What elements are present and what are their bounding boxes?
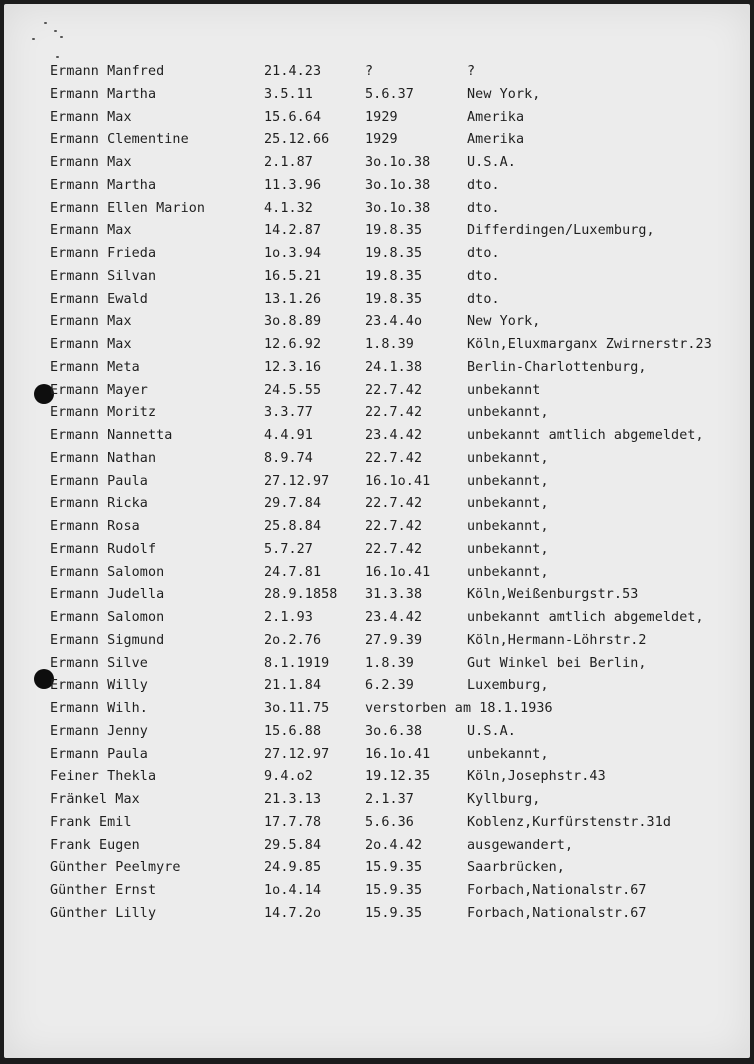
birth-date: 28.9.1858: [264, 587, 338, 603]
person-name: Ermann Clementine: [50, 132, 189, 148]
record-row: [4, 357, 750, 380]
record-row: [4, 812, 750, 835]
birth-date: 2.1.87: [264, 155, 313, 170]
person-name: Ermann Max: [50, 314, 132, 330]
record-row: [4, 744, 750, 767]
destination: Amerika: [467, 109, 525, 125]
person-name: Ermann Rudolf: [50, 541, 157, 557]
person-name: Ermann Martha: [50, 177, 157, 193]
event-date: 19.8.35: [365, 291, 423, 307]
event-date: 31.3.38: [365, 587, 423, 603]
record-row: [4, 220, 750, 243]
destination: Köln,Josephstr.43: [467, 769, 606, 785]
person-name: Ermann Jenny: [50, 723, 148, 739]
person-name: Günther Lilly: [50, 905, 157, 921]
event-date: 2o.4.42: [365, 837, 423, 853]
event-date: 19.12.35: [365, 769, 431, 785]
person-name: Ermann Mayer: [50, 382, 148, 398]
event-date: 22.7.42: [365, 496, 423, 512]
record-row: [4, 266, 750, 289]
birth-date: 1o.3.94: [264, 246, 322, 261]
record-row: [4, 721, 750, 744]
destination: ausgewandert,: [467, 837, 574, 853]
birth-date: 15.6.64: [264, 109, 322, 125]
event-date: 19.8.35: [365, 268, 423, 284]
person-name: Ermann Max: [50, 155, 132, 170]
destination: Luxemburg,: [467, 678, 549, 694]
birth-date: 15.6.88: [264, 723, 322, 739]
destination: unbekannt,: [467, 519, 549, 534]
record-row: [4, 61, 750, 84]
destination: unbekannt amtlich abgemeldet,: [467, 610, 704, 625]
event-date: 24.1.38: [365, 359, 423, 375]
person-name: Ermann Wilh.: [50, 701, 148, 716]
birth-date: 5.7.27: [264, 541, 313, 557]
destination: Berlin-Charlottenburg,: [467, 359, 647, 375]
birth-date: 21.3.13: [264, 792, 322, 807]
birth-date: 12.3.16: [264, 359, 322, 375]
event-date: 19.8.35: [365, 223, 423, 239]
record-row: [4, 607, 750, 630]
destination: dto.: [467, 291, 500, 307]
event-date: 22.7.42: [365, 519, 423, 534]
birth-date: 9.4.o2: [264, 769, 313, 785]
birth-date: 3o.11.75: [264, 701, 330, 716]
record-row: [4, 175, 750, 198]
person-name: Günther Peelmyre: [50, 860, 181, 876]
person-name: Fränkel Max: [50, 792, 140, 807]
birth-date: 14.2.87: [264, 223, 322, 239]
destination: Köln,Hermann-Löhrstr.2: [467, 632, 647, 648]
person-name: Ermann Nathan: [50, 450, 157, 466]
record-row: [4, 380, 750, 403]
person-name: Frank Emil: [50, 814, 132, 830]
destination: Koblenz,Kurfürstenstr.31d: [467, 814, 672, 830]
destination: unbekannt,: [467, 405, 549, 421]
destination: unbekannt: [467, 382, 541, 398]
record-row: [4, 402, 750, 425]
person-name: Ermann Salomon: [50, 610, 165, 625]
birth-date: 4.4.91: [264, 428, 313, 443]
person-name: Ermann Nannetta: [50, 428, 173, 443]
person-name: Ermann Silve: [50, 655, 148, 671]
person-name: Ermann Martha: [50, 86, 157, 102]
birth-date: 2.1.93: [264, 610, 313, 625]
person-name: Ermann Silvan: [50, 268, 157, 284]
person-name: Ermann Max: [50, 223, 132, 239]
event-date: 15.9.35: [365, 905, 423, 921]
record-row: [4, 698, 750, 721]
birth-date: 25.8.84: [264, 519, 322, 534]
record-row: [4, 880, 750, 903]
event-date: 27.9.39: [365, 632, 423, 648]
destination: unbekannt,: [467, 541, 549, 557]
destination: Gut Winkel bei Berlin,: [467, 655, 647, 671]
event-date: 22.7.42: [365, 450, 423, 466]
record-row: [4, 107, 750, 130]
event-date: 5.6.36: [365, 814, 414, 830]
event-date: 1929: [365, 132, 398, 148]
birth-date: 29.7.84: [264, 496, 322, 512]
event-date: 1.8.39: [365, 655, 414, 671]
event-date: 23.4.42: [365, 610, 423, 625]
destination: U.S.A.: [467, 723, 516, 739]
event-date: 15.9.35: [365, 860, 423, 876]
birth-date: 21.1.84: [264, 678, 322, 694]
record-row: [4, 448, 750, 471]
event-date: 3o.1o.38: [365, 155, 431, 170]
birth-date: 27.12.97: [264, 746, 330, 762]
record-row: [4, 630, 750, 653]
record-row: [4, 289, 750, 312]
event-date: 22.7.42: [365, 405, 423, 421]
birth-date: 29.5.84: [264, 837, 322, 853]
birth-date: 17.7.78: [264, 814, 322, 830]
person-name: Ermann Willy: [50, 678, 148, 694]
birth-date: 24.9.85: [264, 860, 322, 876]
destination: Kyllburg,: [467, 792, 541, 807]
birth-date: 3.5.11: [264, 86, 313, 102]
record-row: [4, 243, 750, 266]
record-row: [4, 493, 750, 516]
destination: unbekannt amtlich abgemeldet,: [467, 428, 704, 443]
record-row: [4, 653, 750, 676]
person-name: Ermann Max: [50, 337, 132, 352]
event-date: 2.1.37: [365, 792, 414, 807]
destination: U.S.A.: [467, 155, 516, 170]
birth-date: 4.1.32: [264, 200, 313, 216]
destination: Köln,Weißenburgstr.53: [467, 587, 639, 603]
destination: ?: [467, 64, 476, 79]
birth-date: 27.12.97: [264, 473, 330, 489]
birth-date: 1o.4.14: [264, 883, 322, 898]
birth-date: 3.3.77: [264, 405, 313, 421]
birth-date: 8.9.74: [264, 450, 313, 466]
event-date: 3o.1o.38: [365, 200, 431, 216]
event-date: 1929: [365, 109, 398, 125]
birth-date: 3o.8.89: [264, 314, 322, 330]
birth-date: 13.1.26: [264, 291, 322, 307]
person-name: Ermann Ricka: [50, 496, 148, 512]
person-name: Ermann Sigmund: [50, 632, 165, 648]
destination: Forbach,Nationalstr.67: [467, 883, 647, 898]
birth-date: 12.6.92: [264, 337, 322, 352]
destination: dto.: [467, 200, 500, 216]
record-row: [4, 334, 750, 357]
record-row: [4, 675, 750, 698]
person-name: Ermann Moritz: [50, 405, 157, 421]
record-row: [4, 152, 750, 175]
birth-date: 8.1.1919: [264, 655, 330, 671]
person-name: Ermann Judella: [50, 587, 165, 603]
record-row: [4, 903, 750, 926]
birth-date: 14.7.2o: [264, 905, 322, 921]
record-row: [4, 425, 750, 448]
destination: Forbach,Nationalstr.67: [467, 905, 647, 921]
record-row: [4, 84, 750, 107]
record-row: [4, 766, 750, 789]
destination: Köln,Eluxmarganx Zwirnerstr.23: [467, 337, 712, 352]
destination: unbekannt,: [467, 473, 549, 489]
event-date: 16.1o.41: [365, 746, 431, 762]
destination: unbekannt,: [467, 746, 549, 762]
document-page: [4, 4, 750, 1058]
record-row: [4, 198, 750, 221]
destination: New York,: [467, 86, 541, 102]
person-name: Ermann Ewald: [50, 291, 148, 307]
record-row: [4, 516, 750, 539]
record-row: [4, 311, 750, 334]
destination: unbekannt,: [467, 496, 549, 512]
birth-date: 2o.2.76: [264, 632, 322, 648]
event-date: verstorben am 18.1.1936: [365, 701, 553, 716]
record-row: [4, 471, 750, 494]
destination: dto.: [467, 177, 500, 193]
event-date: 22.7.42: [365, 541, 423, 557]
event-date: ?: [365, 64, 374, 79]
birth-date: 11.3.96: [264, 177, 322, 193]
record-row: [4, 539, 750, 562]
destination: New York,: [467, 314, 541, 330]
event-date: 23.4.42: [365, 428, 423, 443]
event-date: 6.2.39: [365, 678, 414, 694]
event-date: 22.7.42: [365, 382, 423, 398]
records-list: [4, 61, 750, 926]
destination: dto.: [467, 246, 500, 261]
person-name: Ermann Ellen Marion: [50, 200, 206, 216]
person-name: Ermann Manfred: [50, 64, 165, 79]
person-name: Ermann Frieda: [50, 246, 157, 261]
birth-date: 16.5.21: [264, 268, 322, 284]
birth-date: 24.5.55: [264, 382, 322, 398]
person-name: Ermann Paula: [50, 746, 148, 762]
destination: Amerika: [467, 132, 525, 148]
destination: Saarbrücken,: [467, 860, 565, 876]
event-date: 23.4.4o: [365, 314, 423, 330]
record-row: [4, 857, 750, 880]
person-name: Günther Ernst: [50, 883, 157, 898]
record-row: [4, 835, 750, 858]
record-row: [4, 129, 750, 152]
destination: Differdingen/Luxemburg,: [467, 223, 655, 239]
event-date: 16.1o.41: [365, 564, 431, 580]
person-name: Ermann Max: [50, 109, 132, 125]
record-row: [4, 562, 750, 585]
person-name: Ermann Salomon: [50, 564, 165, 580]
event-date: 19.8.35: [365, 246, 423, 261]
destination: unbekannt,: [467, 564, 549, 580]
destination: unbekannt,: [467, 450, 549, 466]
event-date: 5.6.37: [365, 86, 414, 102]
person-name: Ermann Paula: [50, 473, 148, 489]
event-date: 3o.1o.38: [365, 177, 431, 193]
event-date: 15.9.35: [365, 883, 423, 898]
record-row: [4, 584, 750, 607]
event-date: 1.8.39: [365, 337, 414, 352]
birth-date: 21.4.23: [264, 64, 322, 79]
person-name: Ermann Meta: [50, 359, 140, 375]
person-name: Feiner Thekla: [50, 769, 157, 785]
event-date: 16.1o.41: [365, 473, 431, 489]
person-name: Frank Eugen: [50, 837, 140, 853]
person-name: Ermann Rosa: [50, 519, 140, 534]
birth-date: 25.12.66: [264, 132, 330, 148]
record-row: [4, 789, 750, 812]
event-date: 3o.6.38: [365, 723, 423, 739]
destination: dto.: [467, 268, 500, 284]
birth-date: 24.7.81: [264, 564, 322, 580]
